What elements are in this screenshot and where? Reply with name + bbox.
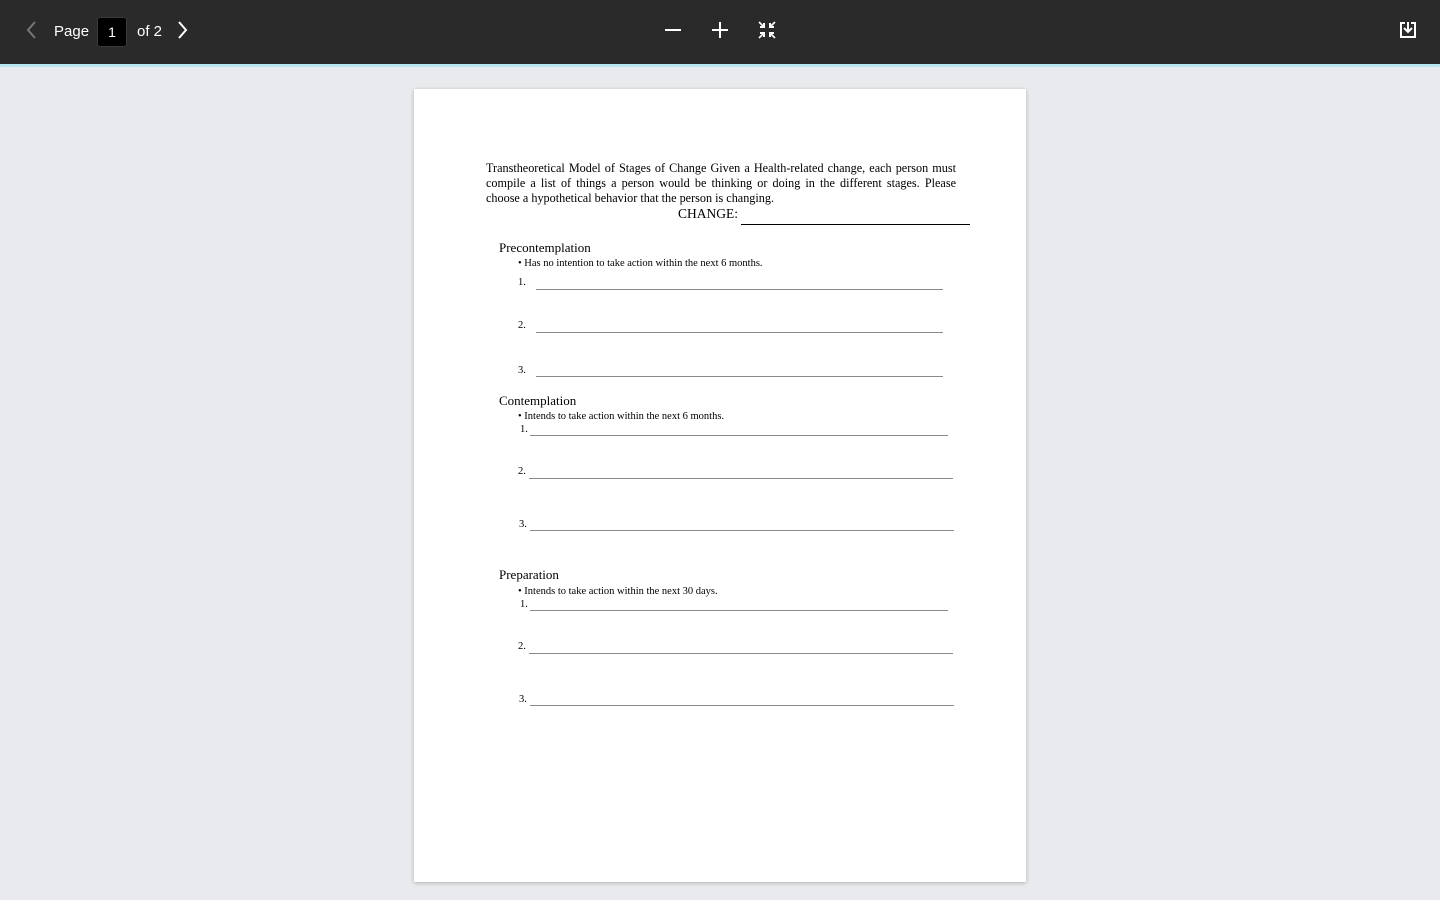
- page-count: of 2: [137, 23, 163, 40]
- page-label: Page: [54, 23, 90, 40]
- page-number-input[interactable]: [97, 17, 127, 47]
- item-number: 3.: [518, 365, 526, 376]
- next-page-button[interactable]: [170, 20, 194, 44]
- answer-line: [529, 478, 953, 479]
- stage-description: • Has no intention to take action within the next 6 months.: [518, 258, 763, 269]
- document-intro: Transtheoretical Model of Stages of Change Given a Health-related change, each person must compile a list of things a person would be thinking or doing in the different stages. Please choose a hypothetical behavior that the person is changing.: [486, 161, 956, 205]
- item-number: 3.: [519, 694, 527, 705]
- document-viewer[interactable]: [0, 67, 1440, 900]
- plus-icon: [708, 18, 732, 47]
- item-number: 2.: [518, 466, 526, 477]
- minus-icon: [661, 18, 685, 47]
- stage-description: • Intends to take action within the next 30 days.: [518, 586, 718, 597]
- item-number: 1.: [518, 277, 526, 288]
- zoom-in-button[interactable]: [708, 20, 732, 44]
- chevron-right-icon: [170, 18, 194, 47]
- change-answer-line: [741, 224, 970, 225]
- answer-line: [530, 435, 948, 436]
- fit-to-page-icon: [755, 18, 779, 47]
- answer-line: [530, 705, 954, 706]
- pdf-toolbar: [0, 0, 1440, 64]
- answer-line: [530, 530, 954, 531]
- stage-title: Precontemplation: [499, 240, 591, 255]
- item-number: 3.: [519, 519, 527, 530]
- fit-to-page-button[interactable]: [755, 20, 779, 44]
- item-number: 2.: [518, 320, 526, 331]
- stage-title: Contemplation: [499, 393, 577, 408]
- answer-line: [536, 332, 943, 333]
- answer-line: [536, 289, 943, 290]
- item-number: 2.: [518, 641, 526, 652]
- zoom-out-button[interactable]: [661, 20, 685, 44]
- answer-line: [529, 653, 953, 654]
- change-label: CHANGE:: [678, 206, 738, 221]
- pdf-page: [414, 89, 1026, 882]
- download-icon: [1396, 18, 1420, 47]
- chevron-left-icon: [20, 18, 44, 47]
- answer-line: [536, 376, 943, 377]
- item-number: 1.: [520, 424, 528, 435]
- item-number: 1.: [520, 599, 528, 610]
- stage-title: Preparation: [499, 567, 559, 582]
- stage-description: • Intends to take action within the next 6 months.: [518, 411, 725, 422]
- download-button[interactable]: [1396, 20, 1420, 44]
- answer-line: [530, 610, 948, 611]
- previous-page-button[interactable]: [20, 20, 44, 44]
